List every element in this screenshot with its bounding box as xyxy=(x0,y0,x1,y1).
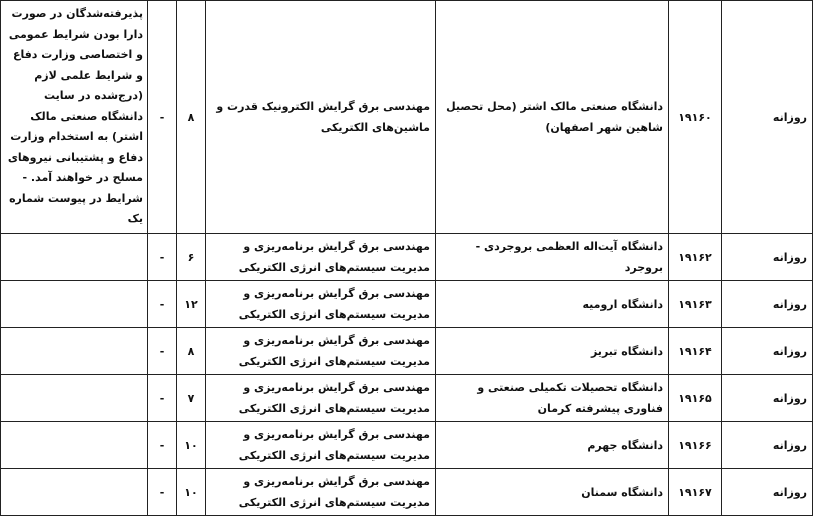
dash-cell: - xyxy=(148,1,177,234)
capacity-cell: ۱۰ xyxy=(177,422,206,469)
field-cell: مهندسی برق گرایش برنامه‌ریزی و مدیریت سیستم‌های انرژی الکتریکی xyxy=(206,469,436,516)
university-cell: دانشگاه صنعتی مالک اشتر (محل تحصیل شاهین شهر اصفهان) xyxy=(436,1,669,234)
note-cell: پذیرفته‌شدگان در صورت دارا بودن شرایط عمومی و اختصاصی وزارت دفاع و شرایط علمی لازم (درج‌شده در سایت دانشگاه صنعتی مالک اشتر) به استخدام وزارت دفاع و پشتیبانی نیروهای مسلح در خواهند آمد. - شرایط در پیوست شماره یک xyxy=(1,1,148,234)
note-cell xyxy=(1,328,148,375)
field-cell: مهندسی برق گرایش برنامه‌ریزی و مدیریت سیستم‌های انرژی الکتریکی xyxy=(206,375,436,422)
code-cell: ۱۹۱۶۴ xyxy=(669,328,722,375)
capacity-cell: ۱۲ xyxy=(177,281,206,328)
table-row xyxy=(1,234,813,281)
field-cell: مهندسی برق گرایش الکترونیک قدرت و ماشین‌های الکتریکی xyxy=(206,1,436,234)
code-cell: ۱۹۱۶۷ xyxy=(669,469,722,516)
field-cell: مهندسی برق گرایش برنامه‌ریزی و مدیریت سیستم‌های انرژی الکتریکی xyxy=(206,234,436,281)
capacity-cell: ۶ xyxy=(177,234,206,281)
course-type-cell: روزانه xyxy=(722,422,813,469)
course-type-cell: روزانه xyxy=(722,375,813,422)
university-cell: دانشگاه تحصیلات تکمیلی صنعتی و فناوری پیشرفته کرمان xyxy=(436,375,669,422)
table-row xyxy=(1,375,813,422)
code-cell: ۱۹۱۶۳ xyxy=(669,281,722,328)
note-cell xyxy=(1,281,148,328)
dash-cell: - xyxy=(148,328,177,375)
university-cell: دانشگاه ارومیه xyxy=(436,281,669,328)
course-type-cell: روزانه xyxy=(722,328,813,375)
table-row xyxy=(1,422,813,469)
table-row xyxy=(1,328,813,375)
dash-cell: - xyxy=(148,422,177,469)
note-cell xyxy=(1,469,148,516)
field-cell: مهندسی برق گرایش برنامه‌ریزی و مدیریت سیستم‌های انرژی الکتریکی xyxy=(206,422,436,469)
course-type-cell: روزانه xyxy=(722,469,813,516)
course-type-cell: روزانه xyxy=(722,1,813,234)
course-type-cell: روزانه xyxy=(722,281,813,328)
note-cell xyxy=(1,422,148,469)
dash-cell: - xyxy=(148,375,177,422)
table-row xyxy=(1,469,813,516)
course-type-cell: روزانه xyxy=(722,234,813,281)
code-cell: ۱۹۱۶۶ xyxy=(669,422,722,469)
university-cell: دانشگاه تبریز xyxy=(436,328,669,375)
code-cell: ۱۹۱۶۰ xyxy=(669,1,722,234)
code-cell: ۱۹۱۶۲ xyxy=(669,234,722,281)
university-cell: دانشگاه سمنان xyxy=(436,469,669,516)
university-cell: دانشگاه آیت‌اله العظمی بروجردی - بروجرد xyxy=(436,234,669,281)
table-row xyxy=(1,1,813,234)
dash-cell: - xyxy=(148,234,177,281)
note-cell xyxy=(1,375,148,422)
university-cell: دانشگاه جهرم xyxy=(436,422,669,469)
note-cell xyxy=(1,234,148,281)
capacity-cell: ۷ xyxy=(177,375,206,422)
dash-cell: - xyxy=(148,469,177,516)
field-cell: مهندسی برق گرایش برنامه‌ریزی و مدیریت سیستم‌های انرژی الکتریکی xyxy=(206,281,436,328)
code-cell: ۱۹۱۶۵ xyxy=(669,375,722,422)
capacity-cell: ۸ xyxy=(177,328,206,375)
field-cell: مهندسی برق گرایش برنامه‌ریزی و مدیریت سیستم‌های انرژی الکتریکی xyxy=(206,328,436,375)
capacity-cell: ۸ xyxy=(177,1,206,234)
capacity-cell: ۱۰ xyxy=(177,469,206,516)
table-row xyxy=(1,281,813,328)
dash-cell: - xyxy=(148,281,177,328)
